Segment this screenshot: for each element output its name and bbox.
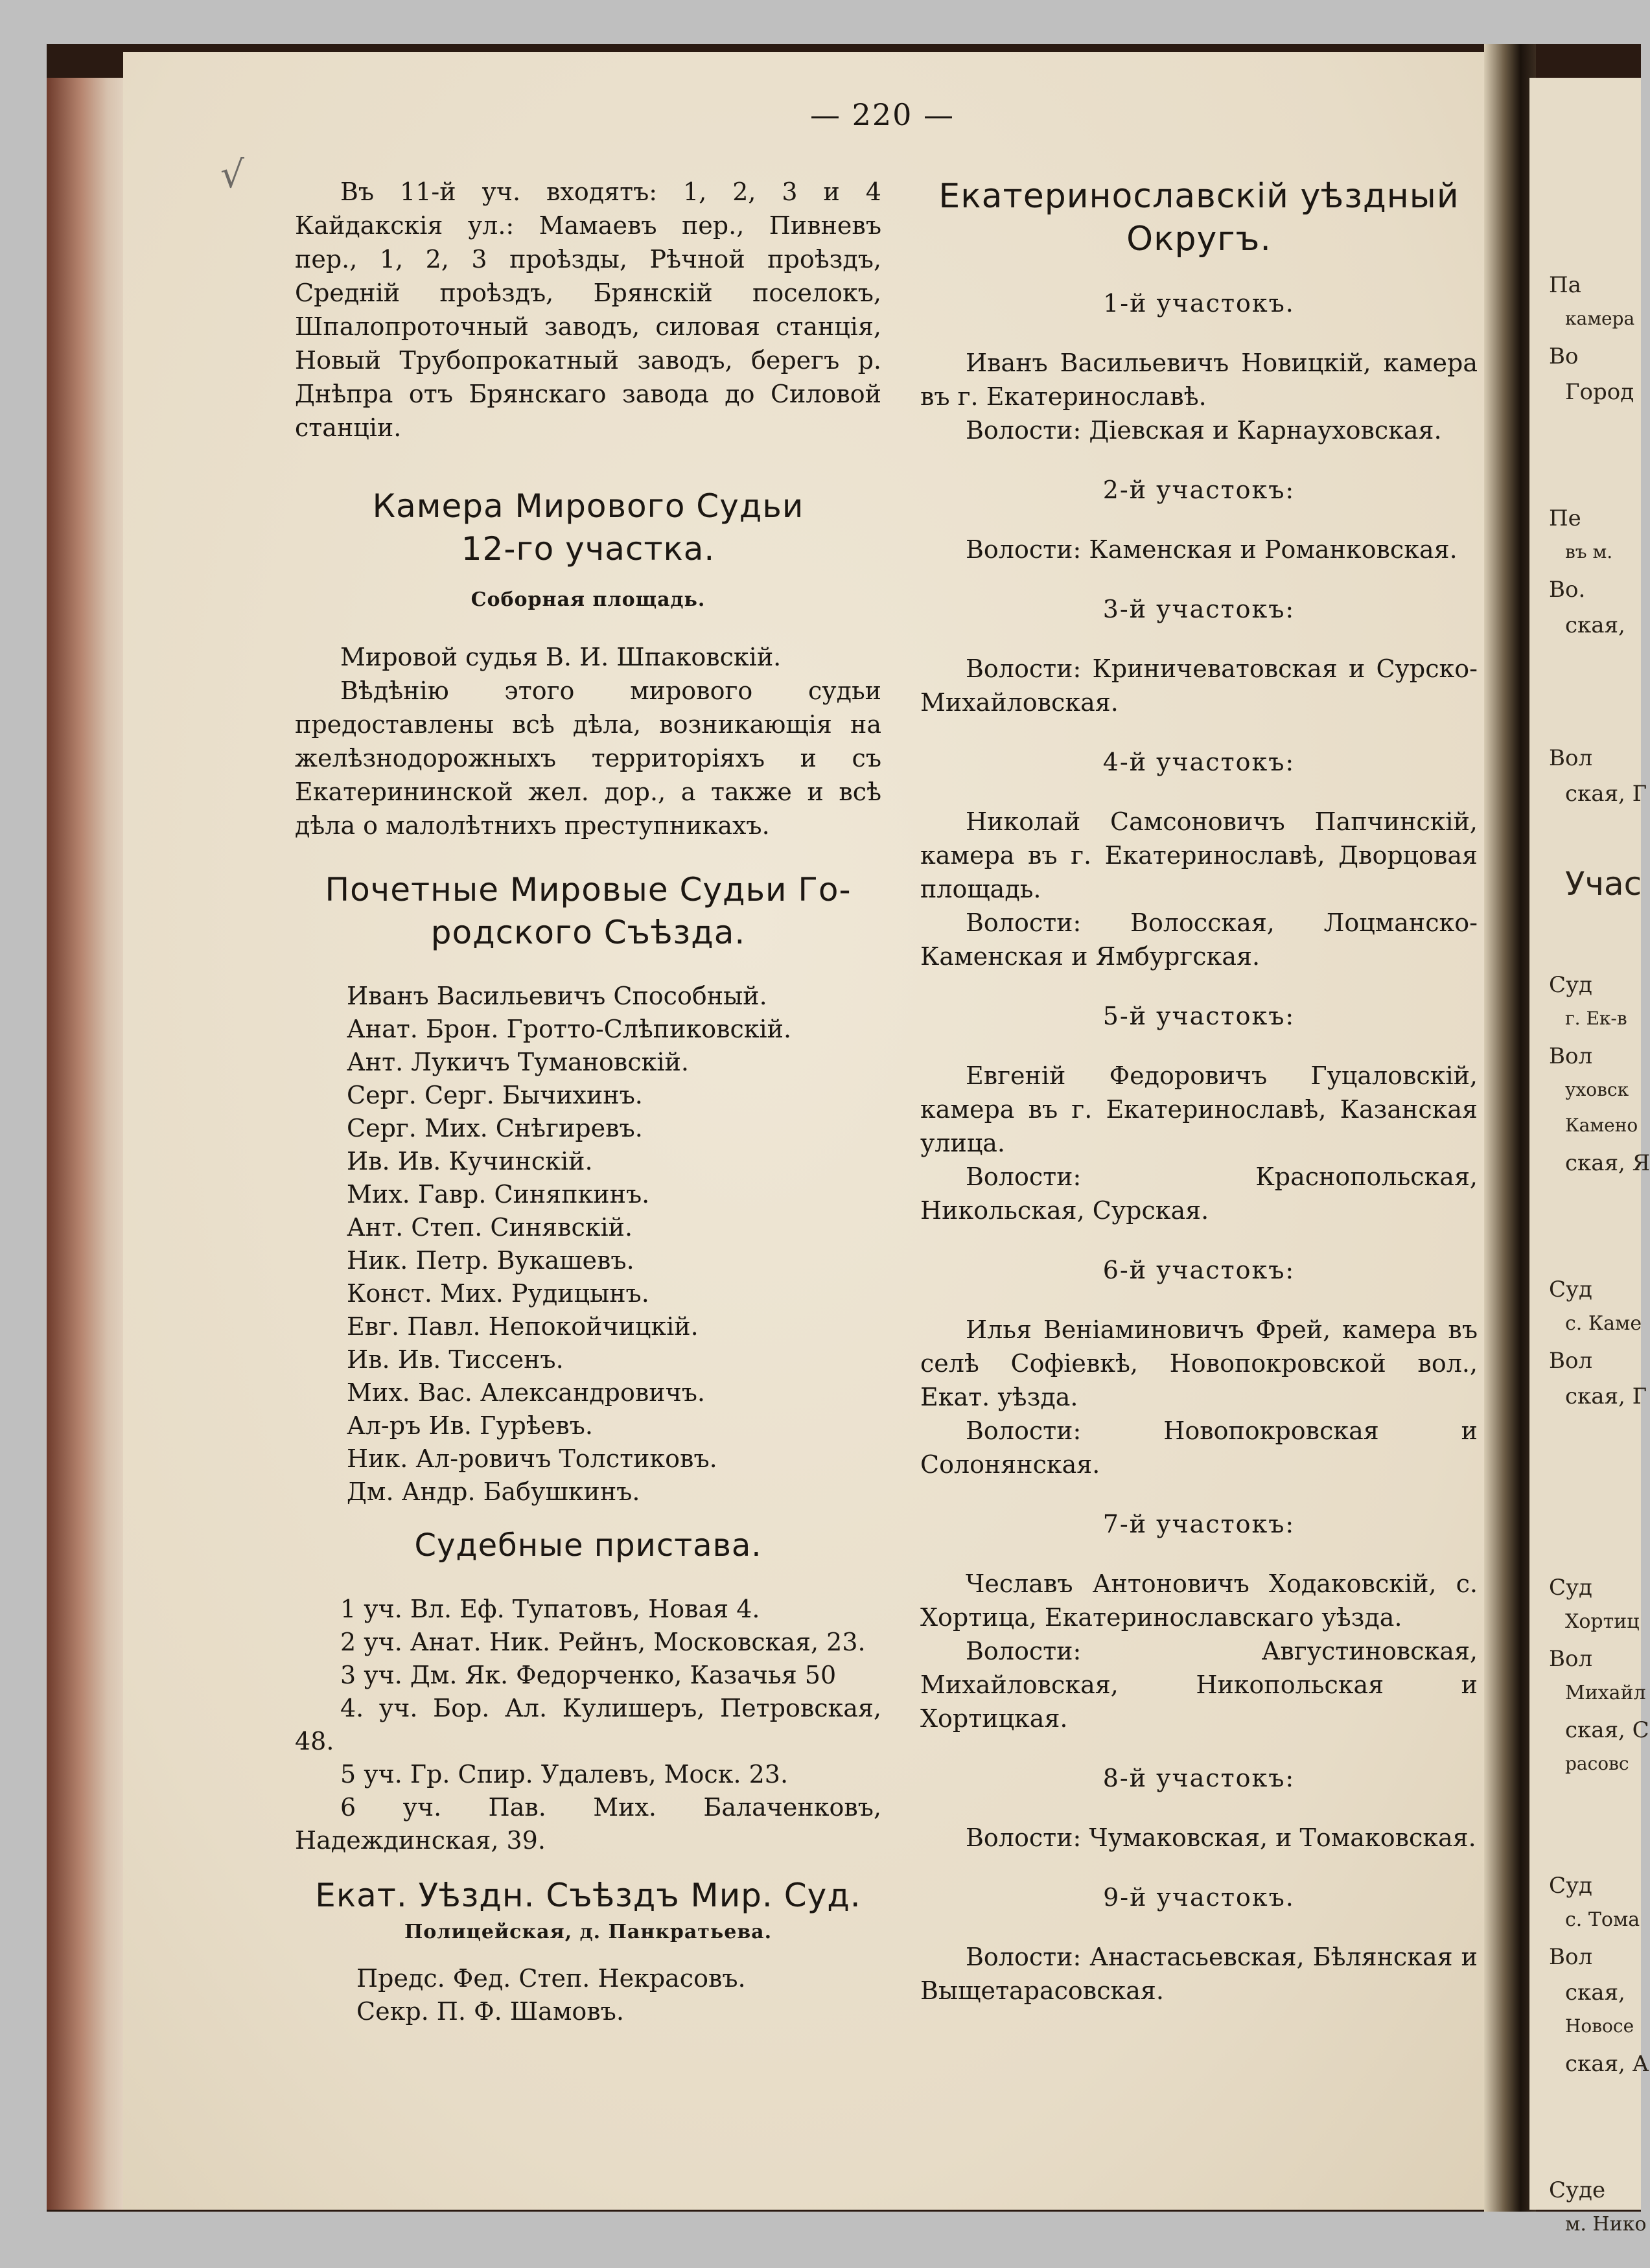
bailiff-entry: 2 уч. Анат. Ник. Рейнъ, Московская, 23. [340,1628,866,1656]
section-text: Волости: Каменская и Романковская. [966,535,1458,564]
next-page-text: Суд [1549,1873,1592,1899]
section-text: Чеславъ Антоновичъ Ходаковскій, с. Хортица, Екатеринославскаго уѣзда. [920,1569,1478,1632]
next-page-text: г. Ек-в [1565,1008,1627,1029]
section-text: Волости: Новопокровская и Солонянская. [920,1417,1478,1479]
section-text: Николай Самсоновичъ Папчинскій, камера въ г. Екатеринославѣ, Дворцовая площадь. [920,807,1478,903]
right-column [920,175,1478,2008]
next-page-text: ская, Г [1565,781,1647,807]
chamber-12-text: Вѣдѣнію этого мирового судьи предоставлены всѣ дѣла, возникающія на желѣзнодорожныхъ территоріяхъ и съ Екатерининской жел. дор., а также и всѣ дѣла о малолѣтнихъ преступникахъ. [295,677,881,840]
honorary-judges-title-line2: родского Съѣзда. [430,914,746,951]
next-page-text: ская, Я [1565,1150,1650,1176]
next-page-text: ская, Г [1565,1383,1647,1409]
honorary-judge: Анат. Брон. Гротто-Слѣпиковскій. [347,1015,792,1043]
next-page-text: Во. [1549,577,1586,603]
next-page-text: ская, А [1565,2051,1649,2077]
district-congress-chair: Предс. Фед. Степ. Некрасовъ. [356,1964,746,1993]
next-page-text: ская, [1565,612,1625,638]
book-edge [47,78,134,2210]
honorary-judge: Мих. Гавр. Синяпкинъ. [347,1180,650,1209]
honorary-judge: Ник. Ал-ровичъ Толстиковъ. [347,1444,717,1473]
section-text: Волости: Краснопольская, Никольская, Сурская. [920,1163,1478,1225]
next-page-text: Суд [1549,972,1592,998]
next-page-text: Камено [1565,1115,1638,1136]
left-column [295,175,881,2028]
honorary-judge: Ник. Петр. Вукашевъ. [347,1246,634,1275]
bailiff-entry: 1 уч. Вл. Еф. Тупатовъ, Новая 4. [340,1595,760,1623]
next-page-text: Вол [1549,1348,1593,1374]
honorary-judge: Евг. Павл. Непокойчицкій. [347,1312,699,1341]
next-page-text: Во [1549,343,1579,369]
next-page-text: с. Тома [1565,1908,1640,1931]
next-page-text: камера [1565,308,1635,329]
book-gutter [1484,44,1536,2212]
next-page-text: Хортиц [1565,1610,1640,1633]
next-page-text: Вол [1549,1646,1593,1672]
district-title: Екатеринославскій уѣздный [938,177,1459,216]
next-page-text: Суд [1549,1277,1592,1302]
honorary-judge: Серг. Серг. Бычихинъ. [347,1081,643,1109]
honorary-judge: Серг. Мих. Снѣгиревъ. [347,1114,643,1142]
honorary-judge: Дм. Андр. Бабушкинъ. [347,1477,640,1506]
honorary-judge: Конст. Мих. Рудицынъ. [347,1279,649,1308]
honorary-judge: Ал-ръ Ив. Гурѣевъ. [347,1411,593,1440]
honorary-judge: Ив. Ив. Кучинскій. [347,1147,593,1175]
next-page-text: ская, С [1565,1717,1649,1743]
section-title: 7-й участокъ: [1102,1510,1296,1538]
section-title: 3-й участокъ: [1102,595,1296,623]
section-title: 1-й участокъ. [1103,289,1295,318]
next-page-text: м. Нико [1565,2213,1647,2236]
honorary-judge: Мих. Вас. Александровичъ. [347,1378,705,1407]
section-title: 6-й участокъ: [1102,1256,1296,1284]
next-page-text: Вол [1549,1944,1593,1970]
next-page-text: Вол [1549,1043,1593,1069]
chamber-12-title: Камера Мирового Судьи [372,487,804,525]
chamber-12-title-line2: 12-го участка. [461,530,715,568]
honorary-judge: Иванъ Васильевичъ Способный. [347,982,767,1010]
section-text: Волости: Волосская, Лоцманско-Каменская и Ямбургская. [920,908,1478,971]
section-text: Илья Веніаминовичъ Фрей, камера въ селѣ Софіевкѣ, Новопокровской вол., Екат. уѣзда. [920,1315,1478,1411]
district-congress-address: Полицейская, д. Панкратьева. [404,1921,773,1943]
district-title-line2: Округъ. [1126,220,1272,259]
next-page-text: Михайл [1565,1682,1646,1704]
section-title: 5-й участокъ: [1102,1002,1296,1030]
section-title: 2-й участокъ: [1102,476,1296,504]
section-text: Волости: Анастасьевская, Бѣлянская и Выщетарасовская. [920,1943,1478,2005]
section-text: Волости: Діевская и Карнауховская. [966,416,1442,445]
bailiff-entry: 6 уч. Пав. Мих. Балаченковъ, Надеждинская, 39. [295,1793,881,1855]
next-page-fragment [1529,78,1650,2236]
chamber-12-judge: Мировой судья В. И. Шпаковскій. [340,643,782,671]
next-page-text: Город [1565,379,1634,405]
bailiff-entry: 3 уч. Дм. Як. Федорченко, Казачья 50 [340,1661,837,1689]
next-page-text: Суд [1549,1575,1592,1601]
bailiff-entry: 4. уч. Бор. Ал. Кулишеръ, Петровская, 48. [295,1694,881,1755]
next-page-text: уховск [1565,1079,1629,1100]
next-page-text: въ м. [1565,541,1613,562]
section-text: Волости: Августиновская, Михайловская, Никопольская и Хортицкая. [920,1637,1478,1733]
section-title: 8-й участокъ: [1102,1764,1296,1792]
section-text: Волости: Чумаковская, и Томаковская. [966,1823,1476,1852]
honorary-judge: Ант. Лукичъ Тумановскій. [347,1048,689,1076]
bailiffs-title: Судебные пристава. [414,1527,762,1564]
section-text: Волости: Криничеватовская и Сурско-Михайловская. [920,654,1478,717]
district-congress-title: Екат. Уѣздн. Съѣздъ Мир. Суд. [315,1877,861,1914]
page-number: — 220 — [810,97,955,132]
district-11-description: Въ 11-й уч. входятъ: 1, 2, 3 и 4 Кайдакскія ул.: Мамаевъ пер., Пивневъ пер., 1, 2, 3 проѣзды, Рѣчной проѣздъ, Средній проѣздъ, Брянскій поселокъ, Шпалопроточный заводъ, силовая станція, Новый Трубопрокатный заводъ, берегъ р. Днѣпра отъ Брянскаго завода до Силовой станціи. [295,178,881,442]
honorary-judge: Ант. Степ. Синявскій. [347,1213,633,1242]
honorary-judges-title: Почетные Мировые Судьи Го- [325,871,852,908]
next-page-text: ская, [1565,1980,1625,2006]
next-page-text: Новосе [1565,2015,1634,2037]
section-text: Иванъ Васильевичъ Новицкій, камера въ г. Екатеринославѣ. [920,349,1478,411]
section-title: 9-й участокъ. [1103,1883,1295,1912]
section-title: 4-й участокъ: [1102,748,1296,776]
next-page-text: Вол [1549,745,1593,771]
district-congress-secretary: Секр. П. Ф. Шамовъ. [356,1997,624,2026]
next-page-text: Па [1549,272,1581,298]
next-page-text: Пе [1549,505,1581,531]
next-page-text: расовс [1565,1753,1629,1774]
bailiff-entry: 5 уч. Гр. Спир. Удалевъ, Моск. 23. [340,1760,789,1788]
honorary-judge: Ив. Ив. Тиссенъ. [347,1345,564,1374]
next-page-text: Суде [1549,2177,1606,2203]
pencil-checkmark: √ [220,152,244,196]
section-text: Евгеній Федоровичъ Гуцаловскій, камера въ г. Екатеринославѣ, Казанская улица. [920,1061,1478,1157]
next-page-text: с. Каме [1565,1312,1642,1335]
chamber-12-address: Соборная площадь. [471,588,706,611]
next-page-text: Учас [1565,865,1642,903]
